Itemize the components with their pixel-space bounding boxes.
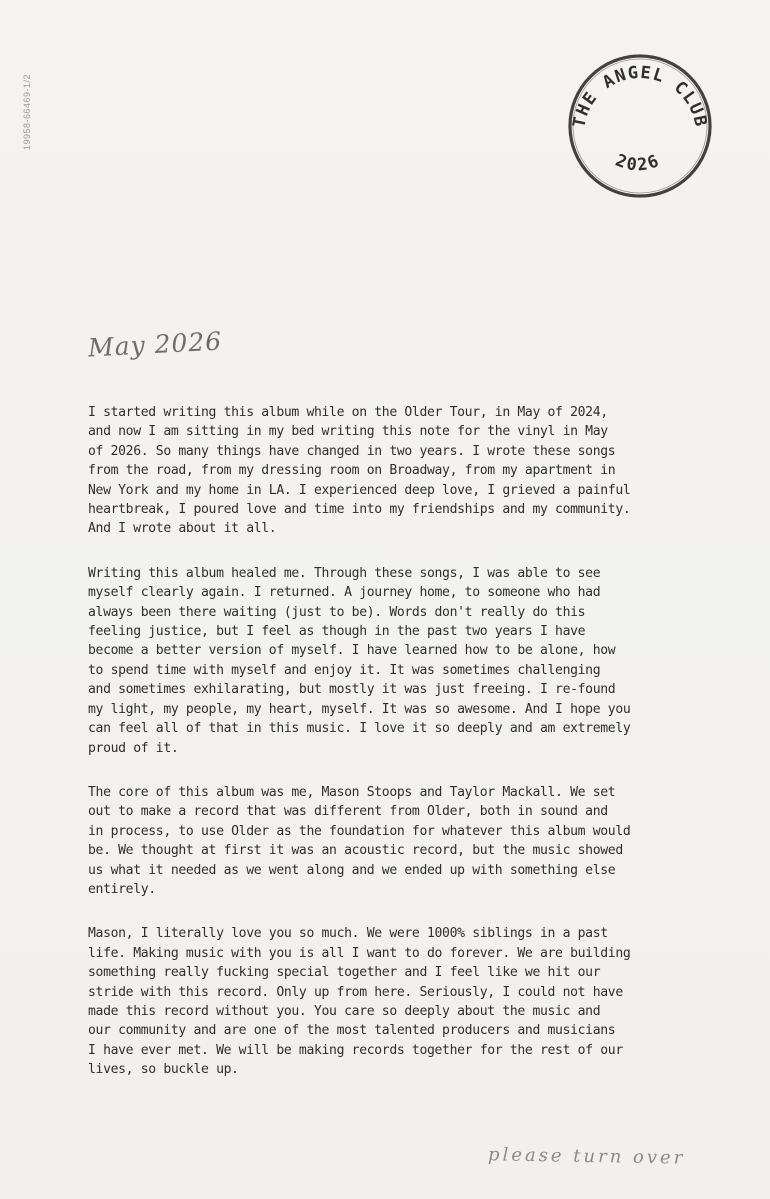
paragraph: Writing this album healed me. Through these songs, I was able to see myself clearly again. I returned. A journey home, to someone who had always been there waiting (just to be). Words don't really do this feeling justice, but I feel as though in the past two years I have become a better version of myself. I have learned how to be alone, how to spend time with myself and enjoy it. It was sometimes challenging and sometimes exhilarating, but mostly it was just freeing. I re-found my light, my people, my heart, myself. It was so awesome. And I hope you can feel all of that in this music. I love it so deeply and am extremely proud of it. xyxy=(88,565,631,756)
paragraph: Mason, I literally love you so much. We were 1000% siblings in a past life. Making music with you is all I want to do forever. We are building something really fucking special together and I feel like we hit our stride with this record. Only up from here. Seriously, I could not have made this record without you. You care so deeply about the music and our community and are one of the most talented producers and musicians I have ever met. We will be making records together for the rest of our lives, so buckle up. xyxy=(88,926,631,1078)
handwritten-date: May 2026 xyxy=(87,326,223,363)
stamp-year: 2026 xyxy=(612,150,664,176)
paragraph: The core of this album was me, Mason Stoops and Taylor Mackall. We set out to make a record that was different from Older, both in sound and in process, to use Older as the foundation for whatever this album would be. We thought at first it was an acoustic record, but the music showed us what it needed as we went along and we ended up with something else entirely. xyxy=(88,784,631,897)
handwritten-footnote: please turn over xyxy=(487,1144,686,1169)
stamp-top-text: THE ANGEL CLUB xyxy=(569,62,711,130)
angel-club-stamp xyxy=(562,48,714,200)
letter-body xyxy=(88,403,728,1105)
paragraph: I started writing this album while on the Older Tour, in May of 2024, and now I am sitting in my bed writing this note for the vinyl in May of 2026. So many things have changed in two years. I wrote these songs from the road, from my dressing room on Broadway, from my apartment in New York and my home in LA. I experienced deep love, I grieved a painful heartbreak, I poured love and time into my friendships and my community. And I wrote about it all. xyxy=(88,405,631,537)
archive-code: 19958-66469-1/2 xyxy=(22,73,32,150)
